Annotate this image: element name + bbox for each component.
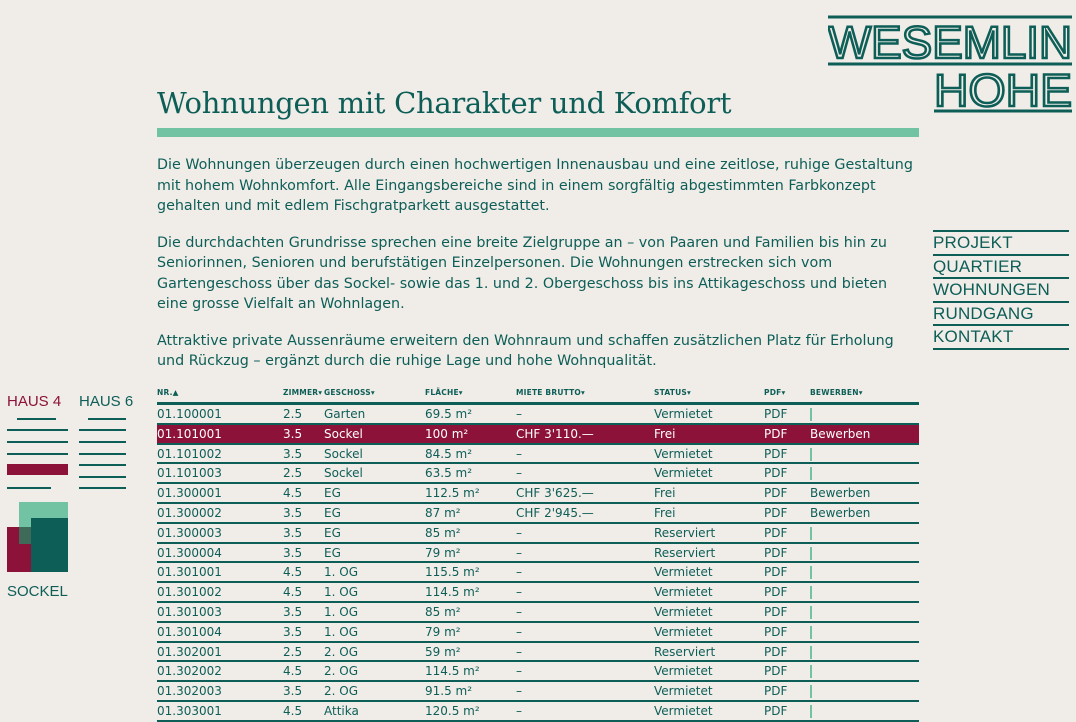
cell-miete: –	[516, 585, 522, 600]
table-row[interactable]	[157, 682, 919, 702]
intro-paragraph-1: Die Wohnungen überzeugen durch einen hochwertigen Innenausbau und eine zeitlose, ruhige Gestaltung mit hohem Wohnkomfort. Alle Eingangsbereiche sind in einem sorgfältig abgestimmten Farbkonzept gehalten und mit edlem Fischgratparkett ausgestattet.	[157, 157, 913, 214]
cell-pdf[interactable]: PDF	[764, 486, 788, 501]
logo-line2: HOHE	[934, 65, 1072, 114]
title-underline	[157, 128, 919, 137]
cell-pdf[interactable]: PDF	[764, 446, 788, 461]
cell-zimmer: 4.5	[283, 486, 303, 501]
cell-status: Reserviert	[654, 545, 716, 560]
floor-line[interactable]	[79, 487, 126, 489]
cell-status: Vermietet	[654, 664, 713, 679]
table-row[interactable]	[157, 623, 919, 643]
cell-nr: 01.303001	[157, 703, 222, 718]
cell-nr: 01.300003	[157, 525, 222, 540]
cell-pdf[interactable]: PDF	[764, 407, 788, 421]
cell-flaeche: 69.5 m²	[425, 407, 473, 421]
apartments-table	[157, 386, 919, 722]
floor-line[interactable]	[79, 476, 126, 478]
bewerben-marker	[810, 565, 812, 580]
bewerben-marker	[810, 605, 812, 620]
cell-zimmer: 3.5	[283, 684, 303, 699]
sort-zimmer[interactable]: ZIMMER▾	[283, 388, 323, 397]
cell-flaeche: 79 m²	[425, 545, 461, 560]
cell-nr: 01.100001	[157, 407, 222, 421]
cell-nr: 01.302001	[157, 644, 222, 659]
table-row[interactable]	[157, 563, 919, 583]
cell-geschoss: 1. OG	[324, 624, 359, 639]
table-row[interactable]	[157, 524, 919, 544]
cell-pdf[interactable]: PDF	[764, 624, 788, 639]
cell-bewerben[interactable]: Bewerben	[810, 505, 871, 520]
table-row[interactable]	[157, 643, 919, 663]
cell-flaeche: 91.5 m²	[425, 684, 473, 699]
cell-status: Vermietet	[654, 703, 713, 718]
cell-miete: –	[516, 545, 522, 560]
cell-geschoss: Sockel	[324, 446, 363, 461]
intro-text	[157, 155, 922, 388]
cell-pdf[interactable]: PDF	[764, 565, 788, 580]
floor-line[interactable]	[7, 441, 68, 443]
cell-miete: –	[516, 624, 522, 639]
cell-flaeche: 84.5 m²	[425, 446, 473, 461]
cell-miete: –	[516, 604, 522, 619]
nav-projekt[interactable]: PROJEKT	[933, 232, 1069, 256]
table-row[interactable]	[157, 484, 919, 504]
sort-miete[interactable]: MIETE BRUTTO▾	[516, 388, 585, 397]
page-title: Wohnungen mit Charakter und Komfort	[157, 86, 732, 120]
cell-status: Vermietet	[654, 407, 713, 421]
nav-quartier[interactable]: QUARTIER	[933, 256, 1069, 280]
floor-line[interactable]	[17, 418, 56, 420]
table-row[interactable]	[157, 544, 919, 564]
sort-bewerben[interactable]: BEWERBEN▾	[810, 388, 863, 397]
cell-zimmer: 4.5	[283, 585, 303, 600]
table-row[interactable]	[157, 405, 919, 425]
cell-miete: –	[516, 703, 522, 718]
nav-rundgang[interactable]: RUNDGANG	[933, 303, 1069, 327]
cell-flaeche: 87 m²	[425, 505, 461, 520]
cell-zimmer: 3.5	[283, 505, 303, 520]
cell-zimmer: 4.5	[283, 565, 303, 580]
cell-status: Vermietet	[654, 466, 713, 481]
cell-pdf[interactable]: PDF	[764, 545, 788, 560]
bewerben-marker	[810, 585, 812, 600]
floor-label: SOCKEL	[7, 583, 68, 600]
bewerben-marker	[810, 466, 812, 481]
floor-line[interactable]	[7, 453, 68, 455]
table-row[interactable]	[157, 504, 919, 524]
cell-flaeche: 100 m²	[425, 426, 469, 441]
cell-miete: –	[516, 684, 522, 699]
cell-miete: –	[516, 565, 522, 580]
cell-pdf[interactable]: PDF	[764, 505, 788, 520]
logo-line1: WESEMLIN	[828, 17, 1072, 68]
cell-status: Vermietet	[654, 565, 713, 580]
table-row[interactable]	[157, 425, 919, 445]
cell-status: Frei	[654, 426, 676, 441]
cell-status: Vermietet	[654, 604, 713, 619]
cell-geschoss: 1. OG	[324, 565, 359, 580]
cell-pdf[interactable]: PDF	[764, 703, 788, 718]
cell-miete: –	[516, 664, 522, 679]
bewerben-marker	[810, 407, 812, 422]
cell-zimmer: 3.5	[283, 446, 303, 461]
cell-geschoss: Sockel	[324, 426, 363, 441]
cell-nr: 01.301004	[157, 624, 222, 639]
cell-miete: –	[516, 525, 522, 540]
haus-6-tab[interactable]: HAUS 6	[79, 393, 134, 410]
bewerben-marker	[810, 664, 812, 679]
cell-flaeche: 112.5 m²	[425, 486, 480, 501]
cell-zimmer: 3.5	[283, 624, 303, 639]
cell-pdf[interactable]: PDF	[764, 525, 788, 540]
cell-flaeche: 115.5 m²	[425, 565, 480, 580]
cell-flaeche: 120.5 m²	[425, 703, 480, 718]
cell-miete: –	[516, 407, 522, 421]
cell-geschoss: EG	[324, 545, 341, 560]
bewerben-marker	[810, 704, 812, 719]
table-row[interactable]	[157, 702, 919, 722]
cell-geschoss: EG	[324, 525, 341, 540]
table-row[interactable]	[157, 662, 919, 682]
intro-paragraph-3: Attraktive private Aussenräume erweitern den Wohnraum und schaffen zusätzlichen Platz für Erholung und Rückzug – ergänzt durch die ruhige Lage und hohe Wohnqualität.	[157, 332, 894, 369]
cell-geschoss: 1. OG	[324, 585, 359, 600]
cell-pdf[interactable]: PDF	[764, 664, 788, 679]
bewerben-marker	[810, 645, 812, 660]
cell-miete: –	[516, 466, 522, 481]
cell-flaeche: 85 m²	[425, 525, 461, 540]
cell-flaeche: 85 m²	[425, 604, 461, 619]
cell-status: Vermietet	[654, 585, 713, 600]
cell-geschoss: Sockel	[324, 466, 363, 481]
floor-line[interactable]	[7, 429, 68, 431]
floor-sockel-selected[interactable]	[7, 464, 68, 475]
cell-zimmer: 3.5	[283, 525, 303, 540]
cell-pdf[interactable]: PDF	[764, 466, 788, 481]
sort-nr[interactable]: NR.▲	[157, 388, 179, 397]
cell-miete: CHF 3'625.—	[516, 486, 594, 501]
building-floorplan-icon	[7, 502, 68, 572]
cell-geschoss: 2. OG	[324, 644, 359, 659]
nav-wohnungen[interactable]: WOHNUNGEN	[933, 279, 1069, 303]
table-header	[157, 386, 919, 405]
cell-zimmer: 3.5	[283, 545, 303, 560]
bewerben-marker	[810, 684, 812, 699]
cell-nr: 01.300004	[157, 545, 222, 560]
cell-nr: 01.300002	[157, 505, 222, 520]
nav-kontakt[interactable]: KONTAKT	[933, 326, 1069, 350]
floor-line[interactable]	[79, 453, 126, 455]
sort-geschoss[interactable]: GESCHOSS▾	[324, 388, 375, 397]
cell-pdf[interactable]: PDF	[764, 585, 788, 600]
main-nav	[933, 230, 1069, 350]
cell-geschoss: 1. OG	[324, 604, 359, 619]
cell-miete: CHF 3'110.—	[516, 426, 594, 441]
table-row[interactable]	[157, 583, 919, 603]
cell-zimmer: 2.5	[283, 644, 303, 659]
cell-nr: 01.302003	[157, 684, 222, 699]
cell-pdf[interactable]: PDF	[764, 644, 788, 659]
floor-line[interactable]	[7, 487, 51, 489]
cell-status: Reserviert	[654, 644, 716, 659]
cell-status: Vermietet	[654, 446, 713, 461]
cell-pdf[interactable]: PDF	[764, 684, 788, 699]
cell-geschoss: 2. OG	[324, 684, 359, 699]
cell-nr: 01.301001	[157, 565, 222, 580]
bewerben-marker	[810, 526, 812, 541]
cell-geschoss: EG	[324, 505, 341, 520]
cell-zimmer: 2.5	[283, 466, 303, 481]
cell-geschoss: Garten	[324, 407, 366, 421]
floor-line[interactable]	[88, 418, 126, 420]
cell-geschoss: Attika	[324, 703, 359, 718]
intro-paragraph-2: Die durchdachten Grundrisse sprechen eine breite Zielgruppe an – von Paaren und Familien bis hin zu Seniorinnen, Senioren und berufstätigen Einzelpersonen. Die Wohnungen erstrecken sich vom Gartengeschoss über das Sockel- sowie das 1. und 2. Obergeschoss bis ins Attikageschoss und bieten eine grosse Vielfalt an Wohnlagen.	[157, 234, 888, 312]
cell-miete: –	[516, 644, 522, 659]
wesemlin-hohe-logo[interactable]	[828, 14, 1072, 114]
cell-flaeche: 114.5 m²	[425, 664, 480, 679]
cell-miete: CHF 2'945.—	[516, 505, 594, 520]
floor-line[interactable]	[79, 429, 126, 431]
sort-pdf[interactable]: PDF▾	[764, 388, 786, 397]
sort-flaeche[interactable]: FLÄCHE▾	[425, 388, 463, 397]
cell-bewerben[interactable]: Bewerben	[810, 426, 871, 441]
cell-nr: 01.101001	[157, 426, 222, 441]
table-row[interactable]	[157, 445, 919, 465]
cell-zimmer: 4.5	[283, 703, 303, 718]
floor-line[interactable]	[79, 441, 126, 443]
cell-nr: 01.101002	[157, 446, 222, 461]
cell-nr: 01.302002	[157, 664, 222, 679]
cell-flaeche: 114.5 m²	[425, 585, 480, 600]
cell-pdf[interactable]: PDF	[764, 426, 788, 441]
cell-flaeche: 63.5 m²	[425, 466, 473, 481]
cell-geschoss: EG	[324, 486, 341, 501]
cell-flaeche: 59 m²	[425, 644, 461, 659]
cell-zimmer: 3.5	[283, 604, 303, 619]
cell-zimmer: 3.5	[283, 426, 303, 441]
haus-4-tab[interactable]: HAUS 4	[7, 393, 62, 410]
cell-status: Frei	[654, 486, 676, 501]
cell-pdf[interactable]: PDF	[764, 604, 788, 619]
cell-zimmer: 4.5	[283, 664, 303, 679]
cell-miete: –	[516, 446, 522, 461]
cell-status: Reserviert	[654, 525, 716, 540]
cell-nr: 01.301002	[157, 585, 222, 600]
cell-bewerben[interactable]: Bewerben	[810, 486, 871, 501]
cell-geschoss: 2. OG	[324, 664, 359, 679]
cell-zimmer: 2.5	[283, 407, 303, 421]
cell-nr: 01.300001	[157, 486, 222, 501]
table-row[interactable]	[157, 603, 919, 623]
table-row[interactable]	[157, 464, 919, 484]
cell-nr: 01.301003	[157, 604, 222, 619]
sort-status[interactable]: STATUS▾	[654, 388, 691, 397]
cell-status: Vermietet	[654, 684, 713, 699]
bewerben-marker	[810, 447, 812, 462]
cell-flaeche: 79 m²	[425, 624, 461, 639]
cell-status: Vermietet	[654, 624, 713, 639]
bewerben-marker	[810, 546, 812, 561]
cell-status: Frei	[654, 505, 676, 520]
bewerben-marker	[810, 625, 812, 640]
cell-nr: 01.101003	[157, 466, 222, 481]
floor-line[interactable]	[79, 464, 126, 466]
